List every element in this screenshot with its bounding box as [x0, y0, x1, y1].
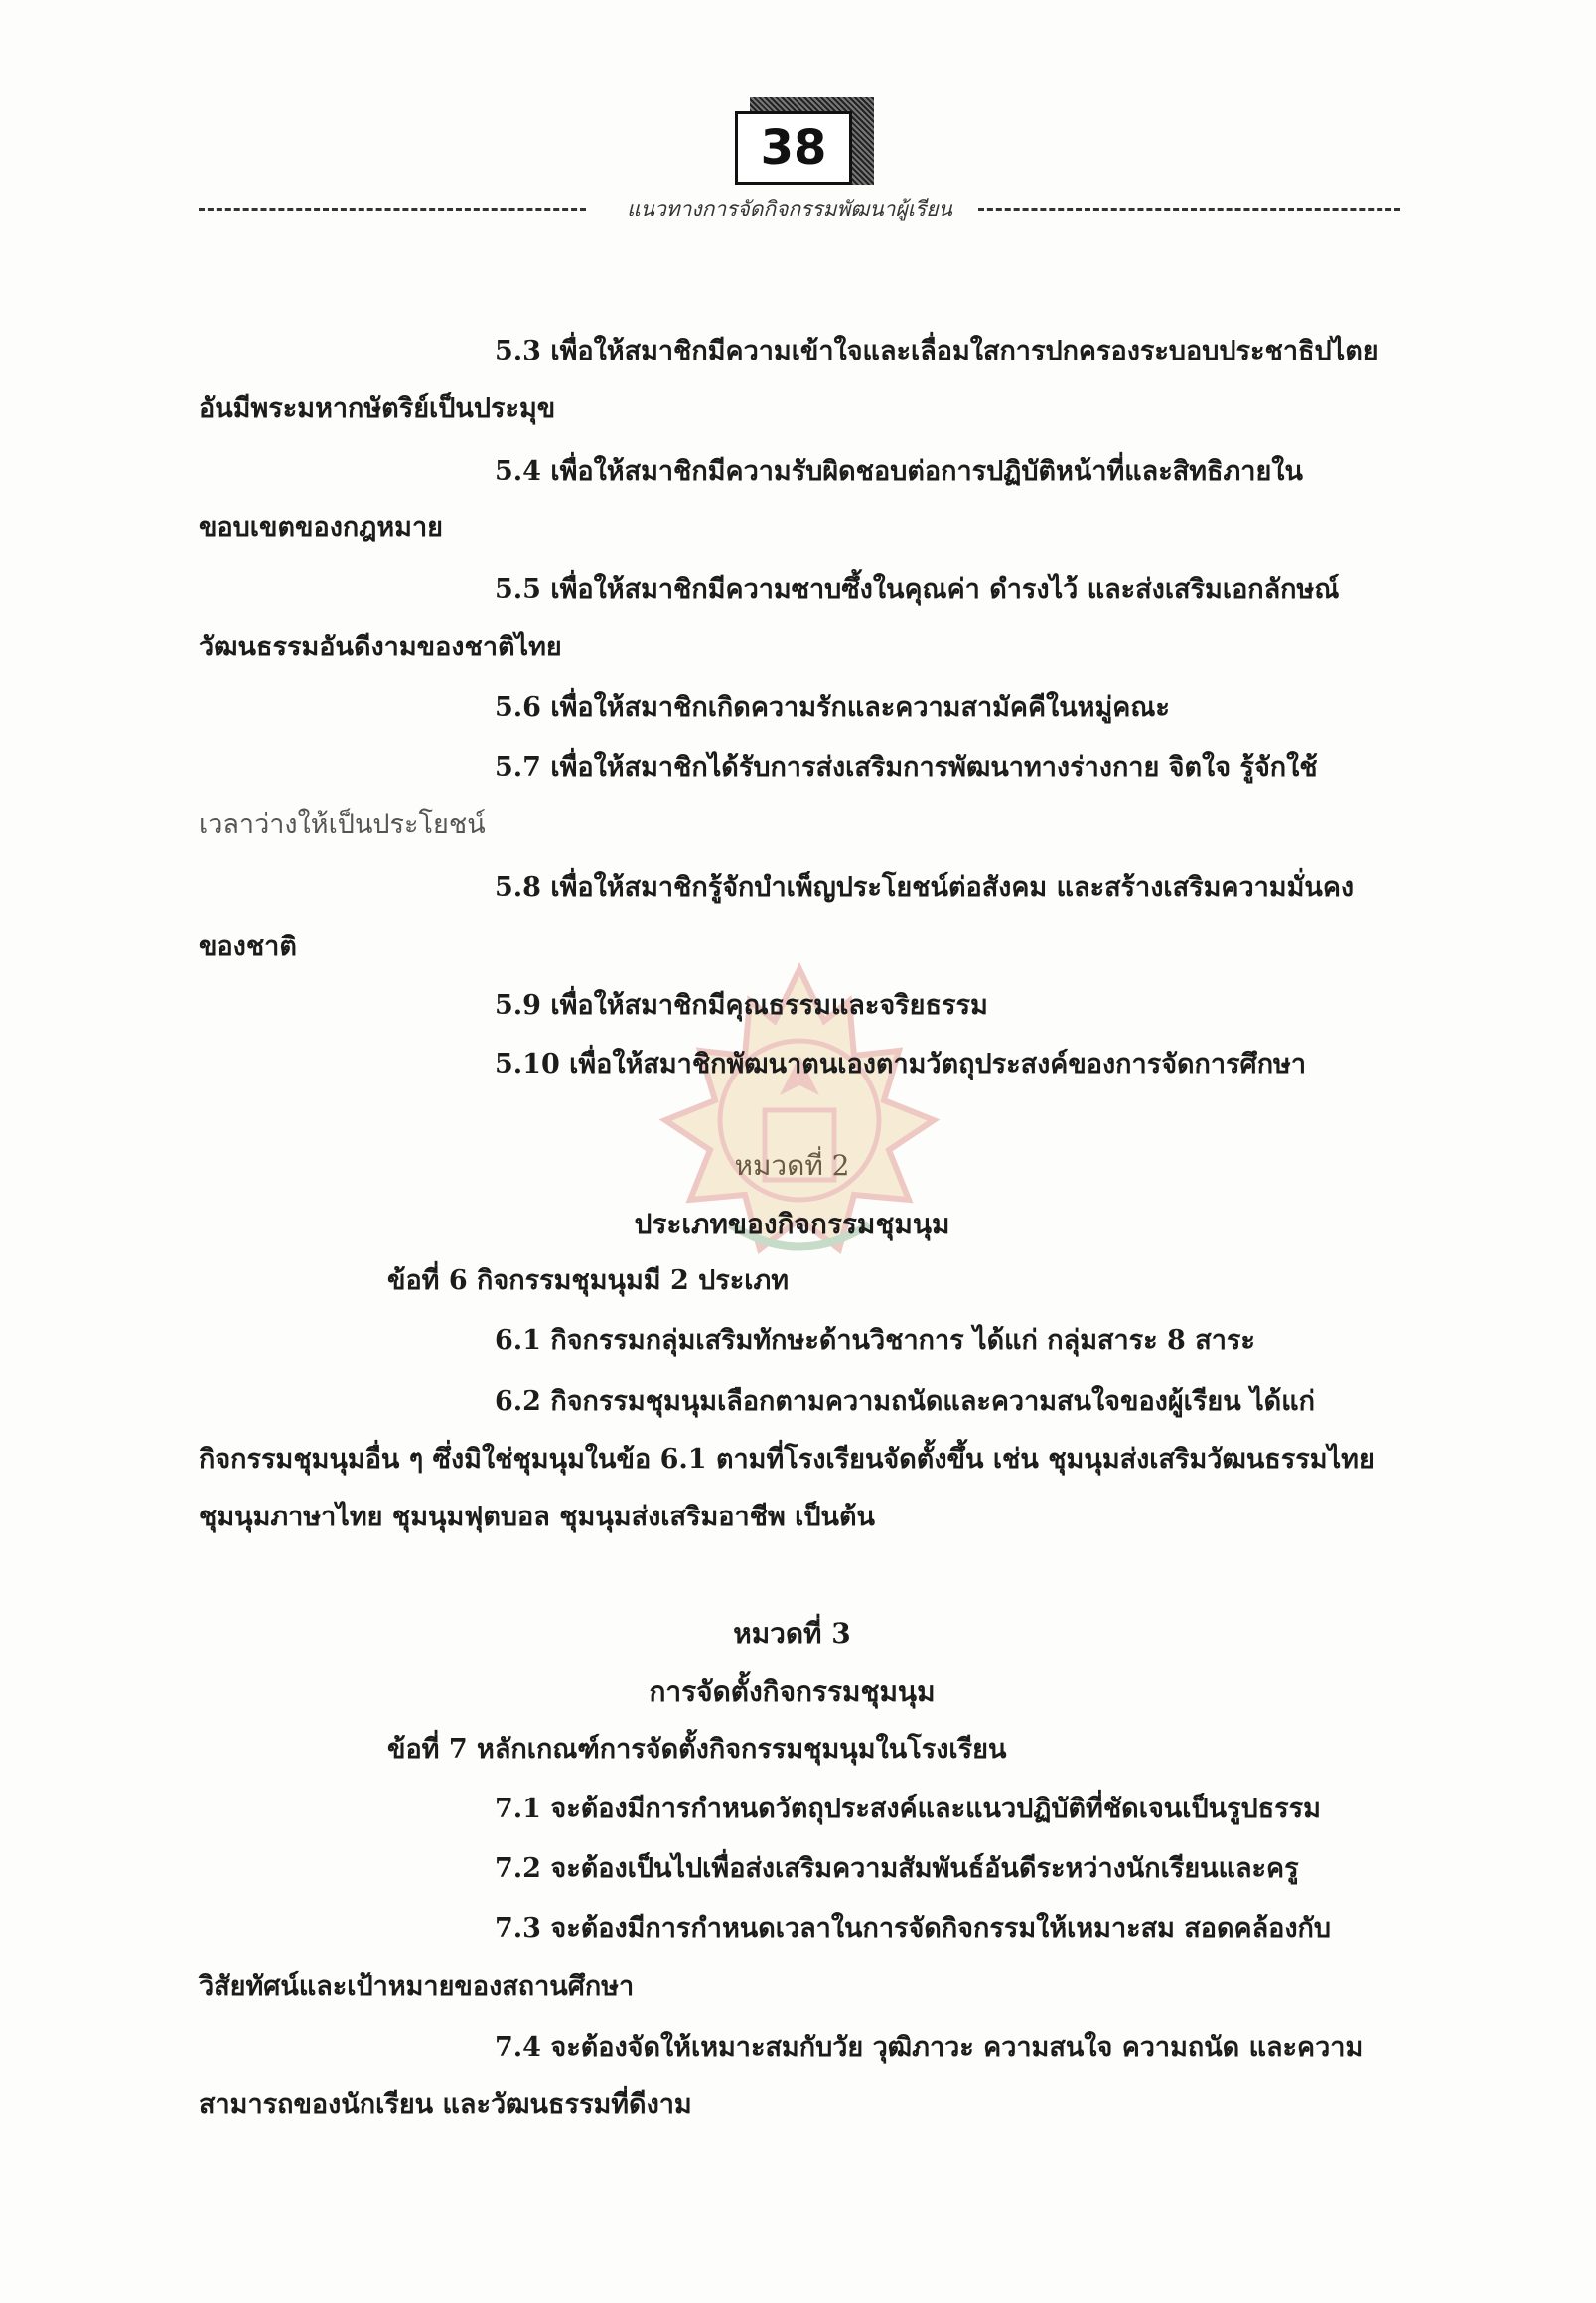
item-5-5-line2: วัฒนธรรมอันดีงามของชาติไทย	[199, 632, 562, 662]
item-6-1: 6.1 กิจกรรมกลุ่มเสริมทักษะด้านวิชาการ ได้แก่ กลุ่มสาระ 8 สาระ	[495, 1325, 1255, 1356]
item-5-4-line2: ขอบเขตของกฎหมาย	[199, 512, 443, 543]
chapter-3-label: หมวดที่ 3	[733, 1617, 851, 1650]
item-5-4-line1: 5.4 เพื่อให้สมาชิกมีความรับผิดชอบต่อการปฏิบัติหน้าที่และสิทธิภายใน	[495, 456, 1303, 487]
item-5-7-line2: เวลาว่างให้เป็นประโยชน์	[199, 809, 486, 840]
header-rule-right	[978, 208, 1400, 211]
clause-7: ข้อที่ 7 หลักเกณฑ์การจัดตั้งกิจกรรมชุมนุมในโรงเรียน	[387, 1734, 1007, 1765]
item-5-10-line1: 5.10 เพื่อให้สมาชิกพัฒนาตนเองตามวัตถุประสงค์ของการจัดการศึกษา	[495, 1049, 1307, 1080]
item-7-1: 7.1 จะต้องมีการกำหนดวัตถุประสงค์และแนวปฏิบัติที่ชัดเจนเป็นรูปธรรม	[495, 1794, 1321, 1824]
item-5-8-line1: 5.8 เพื่อให้สมาชิกรู้จักบำเพ็ญประโยชน์ต่อสังคม และสร้างเสริมความมั่นคง	[495, 872, 1355, 903]
item-7-3-line1: 7.3 จะต้องมีการกำหนดเวลาในการจัดกิจกรรมให้เหมาะสม สอดคล้องกับ	[495, 1913, 1332, 1943]
item-6-2-line2: กิจกรรมชุมนุมอื่น ๆ ซึ่งมิใช่ชุมนุมในข้อ 6.1 ตามที่โรงเรียนจัดตั้งขึ้น เช่น ชุมนุมส่งเสริมวัฒนธรรมไทย	[199, 1444, 1375, 1475]
item-5-7-line1: 5.7 เพื่อให้สมาชิกได้รับการส่งเสริมการพัฒนาทางร่างกาย จิตใจ รู้จักใช้	[495, 752, 1318, 783]
running-header: แนวทางการจัดกิจกรรมพัฒนาผู้เรียน	[627, 197, 952, 220]
item-5-3-line2: อันมีพระมหากษัตริย์เป็นประมุข	[199, 393, 556, 424]
item-7-4-line1: 7.4 จะต้องจัดให้เหมาะสมกับวัย วุฒิภาวะ ความสนใจ ความถนัด และความ	[495, 2032, 1364, 2063]
chapter-2-label: หมวดที่ 2	[734, 1149, 850, 1182]
item-7-2: 7.2 จะต้องเป็นไปเพื่อส่งเสริมความสัมพันธ์อันดีระหว่างนักเรียนและครู	[495, 1853, 1299, 1884]
item-5-8-line2: ของชาติ	[199, 932, 297, 962]
header-rule-left	[199, 208, 586, 211]
item-5-5-line1: 5.5 เพื่อให้สมาชิกมีความซาบซึ้งในคุณค่า ดำรงไว้ และส่งเสริมเอกลักษณ์	[495, 574, 1340, 605]
item-7-4-line2: สามารถของนักเรียน และวัฒนธรรมที่ดีงาม	[199, 2089, 692, 2120]
chapter-2-title: ประเภทของกิจกรรมชุมนุม	[634, 1208, 950, 1240]
item-7-3-line2: วิสัยทัศน์และเป้าหมายของสถานศึกษา	[199, 1971, 635, 2002]
item-5-9-line1: 5.9 เพื่อให้สมาชิกมีคุณธรรมและจริยธรรม	[495, 990, 988, 1021]
item-6-2-line1: 6.2 กิจกรรมชุมนุมเลือกตามความถนัดและความสนใจของผู้เรียน ได้แก่	[495, 1386, 1315, 1417]
item-6-2-line3: ชุมนุมภาษาไทย ชุมนุมฟุตบอล ชุมนุมส่งเสริมอาชีพ เป็นต้น	[199, 1502, 875, 1532]
page-number: 38	[735, 111, 852, 185]
item-5-6-line1: 5.6 เพื่อให้สมาชิกเกิดความรักและความสามัคคีในหมู่คณะ	[495, 692, 1170, 723]
item-5-3-line1: 5.3 เพื่อให้สมาชิกมีความเข้าใจและเลื่อมใสการปกครองระบอบประชาธิปไตย	[495, 336, 1378, 366]
clause-6: ข้อที่ 6 กิจกรรมชุมนุมมี 2 ประเภท	[387, 1265, 790, 1296]
chapter-3-title: การจัดตั้งกิจกรรมชุมนุม	[649, 1675, 936, 1708]
